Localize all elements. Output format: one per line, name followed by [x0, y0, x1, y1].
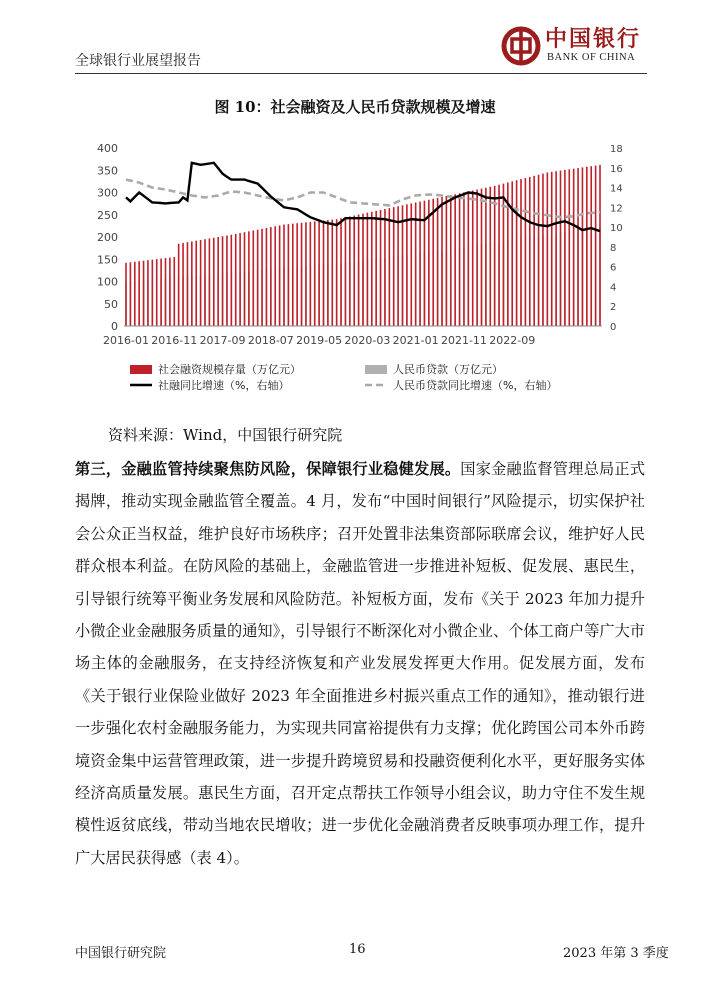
- tsf-stock-bar: [415, 203, 417, 326]
- legend-swatch-rmb-loans: [365, 365, 387, 374]
- tsf-stock-bar: [182, 243, 184, 326]
- tsf-stock-bar: [217, 237, 219, 326]
- left-axis-tick-label: 250: [97, 208, 118, 222]
- tsf-stock-bar: [130, 262, 132, 326]
- legend-label-tsf-stock: 社会融资规模存量（万亿元）: [158, 363, 301, 376]
- tsf-stock-bar: [266, 228, 268, 326]
- tsf-stock-bar: [590, 166, 592, 326]
- tsf-stock-bar: [459, 193, 461, 326]
- tsf-stock-bar: [498, 185, 500, 326]
- footer-page-number: 16: [349, 942, 366, 957]
- tsf-stock-bar: [586, 167, 588, 326]
- tsf-stock-bar: [542, 174, 544, 326]
- x-axis-tick-label: 2021-11: [440, 334, 487, 347]
- right-axis-tick-label: 16: [610, 163, 623, 175]
- tsf-stock-bar: [476, 190, 478, 326]
- tsf-stock-bar: [529, 177, 531, 326]
- tsf-stock-bar: [406, 204, 408, 326]
- tsf-stock-bar: [384, 209, 386, 326]
- tsf-stock-bar: [204, 239, 206, 326]
- right-axis-tick-label: 0: [610, 322, 617, 333]
- tsf-stock-bar: [472, 190, 474, 326]
- left-axis-tick-label: 100: [97, 275, 118, 289]
- tsf-stock-bar: [345, 217, 347, 326]
- tsf-stock-bar: [446, 196, 448, 326]
- right-axis-tick-label: 14: [610, 183, 623, 195]
- right-axis-tick-label: 8: [610, 242, 617, 254]
- tsf-stock-bar: [481, 189, 483, 326]
- tsf-stock-bar: [169, 258, 171, 326]
- tsf-stock-bar: [305, 222, 307, 326]
- tsf-stock-bar: [125, 263, 127, 326]
- chart-legend: [130, 362, 557, 392]
- loan-yoy-line: [126, 180, 600, 218]
- tsf-stock-bar: [353, 215, 355, 326]
- legend-swatch-tsf-stock: [130, 365, 152, 374]
- tsf-stock-bar: [160, 259, 162, 326]
- tsf-stock-bar: [336, 219, 338, 326]
- tsf-stock-bar: [402, 205, 404, 326]
- tsf-stock-bar: [165, 258, 167, 326]
- tsf-stock-bar: [235, 234, 237, 326]
- right-axis-tick-label: 18: [610, 144, 623, 155]
- tsf-stock-bar: [564, 170, 566, 326]
- tsf-stock-bar: [441, 197, 443, 326]
- tsf-stock-bar: [547, 172, 549, 326]
- right-axis-tick-label: 10: [610, 223, 623, 235]
- tsf-stock-bar: [362, 214, 364, 326]
- tsf-stock-bar: [239, 233, 241, 326]
- tsf-stock-bar: [191, 241, 193, 326]
- tsf-stock-bar: [200, 240, 202, 326]
- x-axis-tick-label: 2016-11: [151, 334, 198, 347]
- tsf-stock-bar: [301, 223, 303, 326]
- tsf-stock-bar: [244, 232, 246, 326]
- footer-period: 2023 年第 3 季度: [563, 946, 669, 961]
- logo-chinese-text: 中国银行: [545, 26, 642, 52]
- x-axis-tick-label: 2019-05: [296, 334, 343, 347]
- tsf-stock-bar: [577, 168, 579, 326]
- left-axis-tick-label: 50: [104, 297, 118, 311]
- tsf-stock-bar: [270, 227, 272, 326]
- legend-label-tsf-yoy: 社融同比增速（%，右轴）: [158, 379, 290, 392]
- tsf-stock-bar: [156, 259, 158, 326]
- tsf-stock-bar: [380, 210, 382, 326]
- tsf-stock-bar: [349, 216, 351, 326]
- tsf-stock-bar: [147, 260, 149, 326]
- tsf-stock-bar: [178, 244, 180, 326]
- tsf-stock-bar: [288, 224, 290, 326]
- tsf-stock-bar: [494, 186, 496, 326]
- figure-title: 图 10：社会融资及人民币贷款规模及增速: [214, 98, 496, 116]
- x-axis-tick-label: 2022-09: [489, 334, 536, 347]
- tsf-stock-bar: [274, 226, 276, 326]
- tsf-stock-bar: [283, 225, 285, 326]
- tsf-stock-bar: [595, 166, 597, 326]
- tsf-stock-bar: [318, 221, 320, 326]
- tsf-stock-bar: [375, 211, 377, 326]
- tsf-stock-bar: [257, 230, 259, 326]
- tsf-stock-bar: [138, 261, 140, 326]
- tsf-stock-bar: [428, 200, 430, 326]
- tsf-stock-bar: [143, 261, 145, 326]
- tsf-stock-bar: [371, 212, 373, 326]
- paragraph-body: 国家金融监督管理总局正式揭牌，推动实现金融监管全覆盖。4 月，发布“中国时间银行”风险提示，切实保护社会公众正当权益，维护良好市场秩序；召开处置非法集资部际联席会议，维护好人民群众根本利益。在防风险的基础上，金融监管进一步推进补短板、促发展、惠民生，引导银行统筹平衡业务发展和风险防范。补短板方面，发布《关于 2023 年加力提升小微企业金融服务质量的通知》，引导银行不断深化对小微企业、个体工商户等广大市场主体的金融服务，在支持经济恢复和产业发展发挥更大作用。促发展方面，发布《关于银行业保险业做好 2023 年全面推进乡村振兴重点工作的通知》，推动银行进一步强化农村金融服务能力，为实现共同富裕提供有力支撑；优化跨国公司本外币跨境资金集中运营管理政策，进一步提升跨境贸易和投融资便利化水平，更好服务实体经济高质量发展。惠民生方面，召开定点帮扶工作领导小组会议，助力守住不发生规模性返贫底线，带动当地农民增收；进一步优化金融消费者反映事项办理工作，提升广大居民获得感（表 4）。: [75, 460, 646, 867]
- tsf-stock-bar: [468, 191, 470, 326]
- tsf-stock-bar: [511, 181, 513, 326]
- x-axis-tick-label: 2016-01: [103, 334, 149, 347]
- tsf-stock-bar: [134, 262, 136, 326]
- right-axis-tick-label: 6: [610, 262, 617, 274]
- tsf-stock-bar: [525, 178, 527, 326]
- tsf-stock-bar: [551, 172, 553, 326]
- left-axis-tick-label: 150: [97, 253, 118, 267]
- tsf-stock-bar: [560, 171, 562, 326]
- tsf-stock-bar: [340, 218, 342, 326]
- tsf-stock-bar: [358, 215, 360, 326]
- report-title: 全球银行业展望报告: [75, 53, 201, 69]
- legend-label-rmb-loans: 人民币贷款（万亿元）: [393, 363, 503, 376]
- tsf-stock-bar: [209, 238, 211, 326]
- x-axis-tick-label: 2018-07: [247, 334, 294, 347]
- figure-source: 资料来源：Wind，中国银行研究院: [108, 426, 343, 444]
- header-divider: [75, 73, 647, 74]
- tsf-stock-bar: [152, 260, 154, 326]
- tsf-stock-bar: [331, 220, 333, 326]
- tsf-stock-bar: [213, 238, 215, 326]
- tsf-stock-bar: [226, 236, 228, 326]
- tsf-stock-bar: [533, 176, 535, 326]
- tsf-stock-bar: [327, 220, 329, 326]
- tsf-stock-bar: [520, 179, 522, 326]
- left-axis-tick-label: 200: [97, 231, 118, 244]
- tsf-stock-bar: [573, 169, 575, 326]
- tsf-stock-bar: [173, 257, 175, 326]
- tsf-stock-bar: [323, 221, 325, 326]
- tsf-stock-bar: [437, 198, 439, 326]
- x-axis-tick-label: 2020-03: [344, 334, 391, 347]
- tsf-stock-bar: [454, 194, 456, 326]
- tsf-stock-bar: [195, 241, 197, 326]
- tsf-stock-bar: [599, 165, 601, 326]
- tsf-stock-bar: [261, 229, 263, 326]
- tsf-stock-bar: [248, 231, 250, 326]
- tsf-stock-bar: [252, 231, 254, 326]
- tsf-stock-bar: [538, 175, 540, 326]
- tsf-loans-chart: [90, 130, 630, 400]
- tsf-stock-bar: [231, 235, 233, 326]
- tsf-stock-bar: [485, 188, 487, 326]
- tsf-stock-bar: [292, 224, 294, 326]
- x-axis-tick-label: 2017-09: [199, 334, 246, 347]
- tsf-stock-bar: [516, 180, 518, 326]
- paragraph-lead: 第三，金融监管持续聚焦防风险，保障银行业稳健发展。: [75, 460, 461, 478]
- tsf-stock-bar: [389, 208, 391, 326]
- tsf-stock-bar: [397, 206, 399, 326]
- tsf-stock-bar: [463, 192, 465, 326]
- tsf-stock-bar: [314, 221, 316, 326]
- right-axis-tick-label: 2: [610, 302, 617, 314]
- tsf-stock-bar: [222, 236, 224, 326]
- tsf-stock-bar: [432, 199, 434, 326]
- left-axis-tick-label: 350: [97, 164, 118, 178]
- tsf-stock-bar: [489, 187, 491, 326]
- body-paragraph: [75, 453, 645, 874]
- left-axis-tick-label: 300: [97, 186, 118, 200]
- tsf-stock-bar: [393, 207, 395, 326]
- tsf-stock-bar: [310, 222, 312, 326]
- tsf-stock-bar: [296, 223, 298, 326]
- tsf-stock-bar: [568, 169, 570, 326]
- legend-label-loan-yoy: 人民币贷款同比增速（%，右轴）: [393, 379, 558, 392]
- tsf-stock-bar: [555, 171, 557, 326]
- tsf-stock-bar: [187, 242, 189, 326]
- footer-institution: 中国银行研究院: [75, 946, 167, 961]
- tsf-stock-bar: [279, 225, 281, 326]
- x-axis-tick-label: 2021-01: [392, 334, 439, 347]
- logo-english-text: BANK OF CHINA: [547, 52, 636, 63]
- right-axis-tick-label: 4: [610, 282, 617, 294]
- tsf-stock-bar: [410, 203, 412, 326]
- left-axis-tick-label: 400: [97, 142, 118, 155]
- right-axis-tick-label: 12: [610, 203, 623, 215]
- tsf-stock-bar: [450, 195, 452, 326]
- tsf-stock-bar: [582, 167, 584, 326]
- tsf-stock-bar: [367, 213, 369, 326]
- left-axis-tick-label: 0: [111, 320, 118, 333]
